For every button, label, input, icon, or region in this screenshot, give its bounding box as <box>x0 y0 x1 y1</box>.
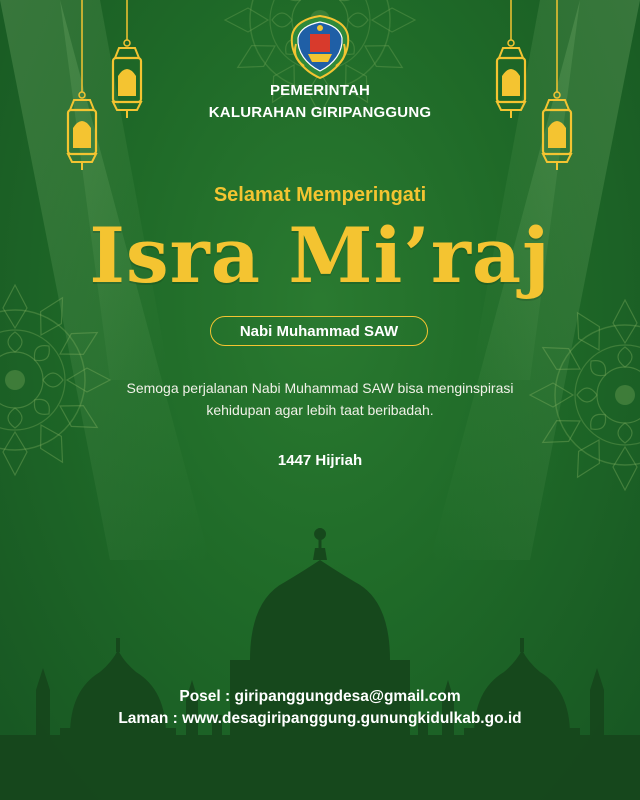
org-line-2: KALURAHAN GIRIPANGGUNG <box>208 104 432 121</box>
mosque-silhouette-icon <box>0 528 640 800</box>
subtitle-text: Nabi Muhammad SAW <box>239 322 399 340</box>
event-title: Isra Mi’raj <box>89 211 551 300</box>
village-emblem-icon <box>288 14 352 80</box>
hijri-year: 1447 Hijriah <box>277 452 363 469</box>
contact-email: Posel : giripanggungdesa@gmail.com <box>179 688 461 705</box>
message-line-1: Semoga perjalanan Nabi Muhammad SAW bisa menginspirasi <box>126 380 514 396</box>
subtitle-badge <box>210 316 428 346</box>
org-line-1: PEMERINTAH <box>269 82 371 99</box>
contact-website: Laman : www.desagiripanggung.gunungkidulkab.go.id <box>118 710 522 727</box>
message-line-2: kehidupan agar lebih taat beribadah. <box>206 402 434 418</box>
lantern-icon <box>497 0 525 118</box>
greeting-text: Selamat Memperingati <box>213 184 427 206</box>
